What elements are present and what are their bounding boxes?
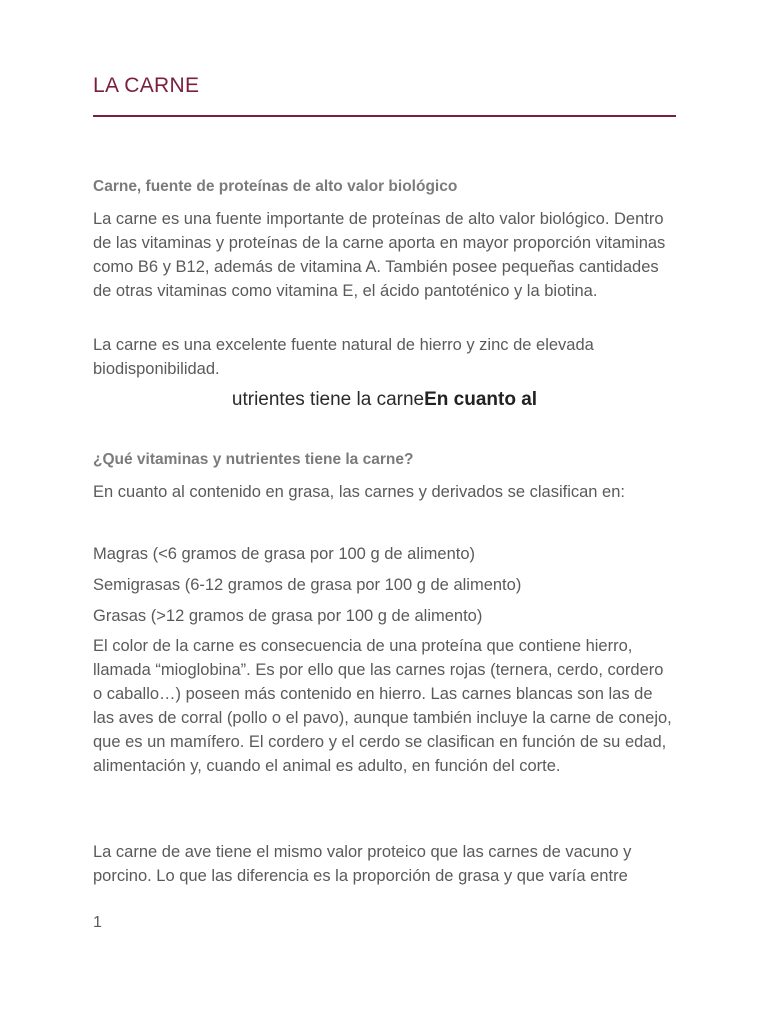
- page-number: 1: [93, 914, 102, 931]
- section-heading-vitamins: ¿Qué vitaminas y nutrientes tiene la carne?: [93, 451, 414, 468]
- list-item-semigrasas: Semigrasas (6-12 gramos de grasa por 100 g de alimento): [93, 576, 522, 594]
- paragraph-fat-intro: En cuanto al contenido en grasa, las carnes y derivados se clasifican en:: [93, 483, 625, 501]
- document-title: LA CARNE: [93, 74, 200, 97]
- section-heading-proteins: Carne, fuente de proteínas de alto valor biológico: [93, 178, 458, 195]
- centered-fragment-bold: En cuanto al: [424, 389, 538, 410]
- paragraph-proteins: La carne es una fuente importante de proteínas de alto valor biológico. Dentro de las vitaminas y proteínas de la carne aporta en mayor proporción vitaminas como B6 y B12, además de vitamina A. También posee pequeñas cantidades de otras vitaminas como vitamina E, el ácido pantoténico y la biotina.: [93, 210, 666, 300]
- list-item-grasas: Grasas (>12 gramos de grasa por 100 g de alimento): [93, 607, 483, 625]
- list-item-magras: Magras (<6 gramos de grasa por 100 g de alimento): [93, 545, 475, 563]
- paragraph-meat-color: El color de la carne es consecuencia de una proteína que contiene hierro, llamada “mioglobina”. Es por ello que las carnes rojas (ternera, cerdo, cordero o caballo…) poseen más contenido en hierro. Las carnes blancas son las de las aves de corral (pollo o el pavo), aunque también incluye la carne de conejo, que es un mamífero. El cordero y el cerdo se clasifican en función de su edad, alimentación y, cuando el animal es adulto, en función del corte.: [93, 637, 672, 775]
- paragraph-iron-zinc: La carne es una excelente fuente natural de hierro y zinc de elevada biodisponibilidad.: [93, 336, 594, 378]
- centered-fragment-line: [93, 389, 676, 411]
- centered-fragment-normal: utrientes tiene la carne: [231, 389, 425, 410]
- title-divider: [93, 115, 676, 117]
- paragraph-poultry: La carne de ave tiene el mismo valor proteico que las carnes de vacuno y porcino. Lo que las diferencia es la proporción de grasa y que varía entre: [93, 843, 632, 885]
